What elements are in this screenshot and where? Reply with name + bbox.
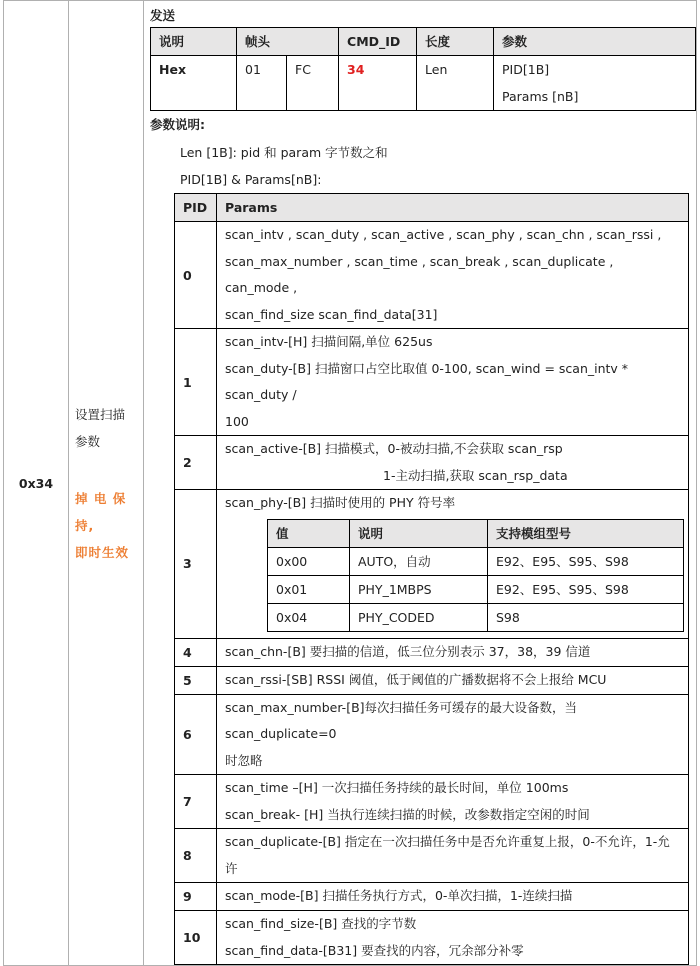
pid-row-5	[175, 666, 689, 694]
pid-line: scan_chn-[B] 要扫描的信道，低三位分别表示 37，38，39 信道	[225, 643, 591, 659]
retention-note-line1: 掉 电 保	[75, 490, 127, 506]
pid-number: 1	[175, 329, 217, 436]
pid-row-3	[175, 490, 689, 639]
command-code: 0x34	[4, 1, 69, 966]
phy-desc: PHY_1MBPS	[350, 575, 488, 603]
pid-line: scan_max_number , scan_time , scan_break , scan_duplicate , can_mode ,	[225, 253, 614, 295]
pid-row-0	[175, 222, 689, 329]
params-title: 参数说明:	[150, 117, 205, 132]
send-header-params: 参数	[494, 28, 696, 56]
phy-header-row	[268, 519, 684, 547]
pid-number: 3	[175, 490, 217, 639]
phy-models: E92、E95、S95、S98	[488, 547, 684, 575]
pid-line: scan_mode-[B] 扫描任务执行方式，0-单次扫描，1-连续扫描	[225, 888, 573, 904]
command-description-cell	[69, 1, 144, 966]
command-description-line1: 设置扫描	[75, 406, 126, 422]
pid-row-4	[175, 638, 689, 666]
pid-header-row	[175, 194, 689, 222]
pid-line: 1-主动扫描,获取 scan_rsp_data	[383, 467, 568, 483]
phy-row	[268, 547, 684, 575]
phy-row	[268, 603, 684, 631]
pid-line: scan_duplicate-[B] 指定在一次扫描任务中是否允许重复上报，0-不允许，1-允许	[225, 834, 670, 876]
send-header-length: 长度	[417, 28, 494, 56]
phy-models: S98	[488, 603, 684, 631]
pid-params-cell	[217, 638, 689, 666]
pid-line: scan_break- [H] 当执行连续扫描的时候，改参数指定空闲的时间	[225, 806, 590, 822]
pid-params-cell	[217, 222, 689, 329]
phy-models: E92、E95、S95、S98	[488, 575, 684, 603]
pid-line: scan_intv , scan_duty , scan_active , scan_phy , scan_chn , scan_rssi ,	[225, 227, 662, 242]
pid-number: 6	[175, 694, 217, 775]
send-frame-head-2: FC	[287, 56, 339, 111]
pid-number: 7	[175, 775, 217, 829]
pid-params-description: PID[1B] & Params[nB]:	[180, 172, 322, 187]
pid-row-10	[175, 911, 689, 965]
pid-table	[174, 193, 689, 965]
send-header-frame-head: 帧头	[237, 28, 339, 56]
send-param-line1: PID[1B]	[502, 62, 550, 77]
pid-number: 10	[175, 911, 217, 965]
pid-header-params: Params	[217, 194, 689, 222]
phy-desc: AUTO，自动	[350, 547, 488, 575]
retention-note	[75, 485, 137, 566]
pid-line: scan_intv-[H] 扫描间隔,单位 625us	[225, 334, 433, 349]
pid-line: scan_active-[B] 扫描模式，0-被动扫描,不会获取 scan_rsp	[225, 441, 563, 456]
send-hex-label: Hex	[151, 56, 237, 111]
pid-line: scan_phy-[B] 扫描时使用的 PHY 符号率	[225, 495, 456, 510]
pid-params-cell	[217, 829, 689, 883]
pid-params-cell	[217, 911, 689, 965]
pid-row-7	[175, 775, 689, 829]
send-header-desc: 说明	[151, 28, 237, 56]
retention-note-line2: 持,	[75, 517, 95, 533]
pid-number: 0	[175, 222, 217, 329]
command-body-cell	[144, 1, 697, 966]
pid-row-6	[175, 694, 689, 775]
phy-header-models: 支持模组型号	[488, 519, 684, 547]
pid-number: 8	[175, 829, 217, 883]
pid-row-2	[175, 436, 689, 490]
pid-line: scan_find_size scan_find_data[31]	[225, 306, 438, 322]
pid-number: 5	[175, 666, 217, 694]
pid-params-cell	[217, 775, 689, 829]
phy-header-value: 值	[268, 519, 350, 547]
command-description-line2: 参数	[75, 433, 101, 449]
phy-row	[268, 575, 684, 603]
pid-params-cell	[217, 329, 689, 436]
phy-table	[267, 519, 684, 632]
pid-params-cell	[217, 436, 689, 490]
phy-value: 0x01	[268, 575, 350, 603]
phy-desc: PHY_CODED	[350, 603, 488, 631]
pid-row-9	[175, 883, 689, 911]
pid-params-cell	[217, 666, 689, 694]
pid-params-cell	[217, 694, 689, 775]
pid-number: 4	[175, 638, 217, 666]
pid-number: 2	[175, 436, 217, 490]
len-description: Len [1B]: pid 和 param 字节数之和	[180, 145, 388, 160]
pid-line: scan_rssi-[SB] RSSI 阈值，低于阈值的广播数据将不会上报给 MCU	[225, 671, 607, 687]
pid-line: scan_find_data-[B31] 要查找的内容，冗余部分补零	[225, 942, 524, 958]
command-row	[4, 1, 697, 966]
send-title: 发送	[150, 8, 176, 23]
send-header-cmd-id: CMD_ID	[339, 28, 417, 56]
send-hex-row	[151, 56, 696, 111]
pid-params-cell	[217, 490, 689, 639]
pid-row-8	[175, 829, 689, 883]
send-frame-table	[150, 27, 696, 111]
pid-line: scan_find_size-[B] 查找的字节数	[225, 916, 417, 931]
send-header-row	[151, 28, 696, 56]
command-table	[3, 0, 697, 966]
pid-line: scan_time –[H] 一次扫描任务持续的最长时间，单位 100ms	[225, 780, 569, 795]
phy-value: 0x04	[268, 603, 350, 631]
phy-value: 0x00	[268, 547, 350, 575]
pid-row-1	[175, 329, 689, 436]
pid-line: scan_duty-[B] 扫描窗口占空比取值 0-100, scan_wind = scan_intv * scan_duty /	[225, 360, 629, 402]
pid-number: 9	[175, 883, 217, 911]
pid-line: scan_max_number-[B]每次扫描任务可缓存的最大设备数，当 scan_duplicate=0	[225, 699, 578, 741]
pid-line: 100	[225, 413, 249, 429]
pid-line: 时忽略	[225, 752, 263, 768]
send-cmd-id: 34	[339, 56, 417, 111]
send-frame-head-1: 01	[237, 56, 287, 111]
send-params-cell	[494, 56, 696, 111]
send-length: Len	[417, 56, 494, 111]
retention-note-line3: 即时生效	[75, 544, 130, 560]
pid-params-cell	[217, 883, 689, 911]
phy-header-desc: 说明	[350, 519, 488, 547]
send-param-line2: Params [nB]	[502, 89, 579, 104]
pid-header-pid: PID	[175, 194, 217, 222]
